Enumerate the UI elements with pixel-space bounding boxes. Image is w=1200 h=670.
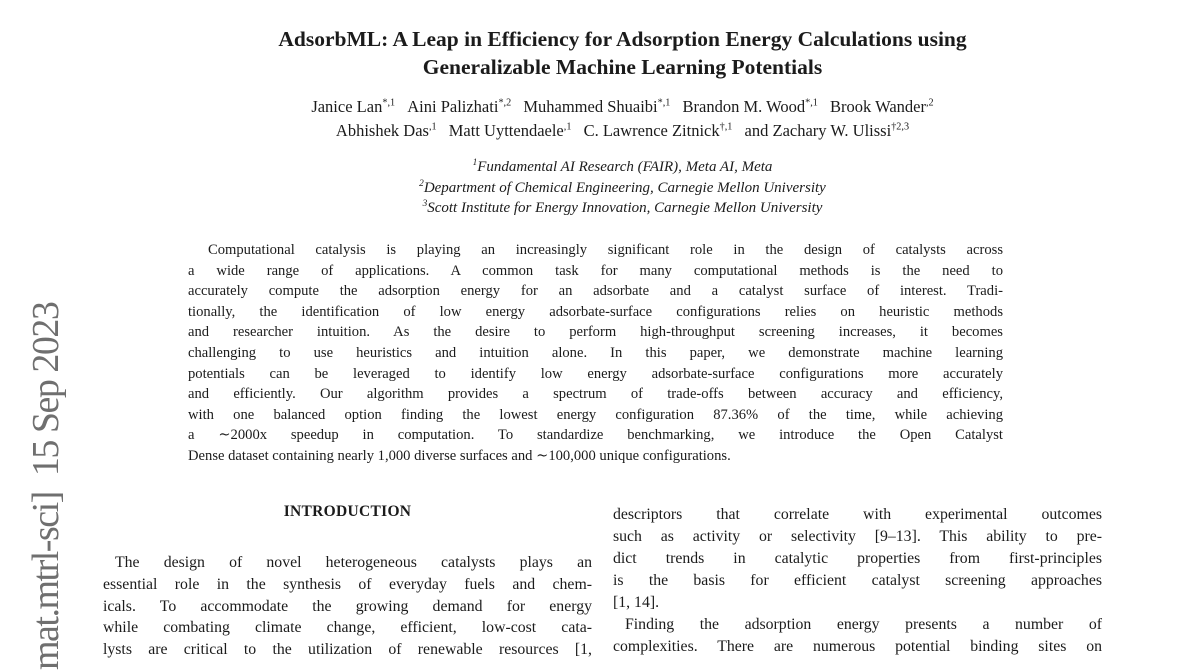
author-name: Abhishek Das [335,121,429,140]
author-name: and Zachary W. Ulissi [744,121,892,140]
author-list [123,95,1122,143]
text-line: and efficiently. Our algorithm provides a spectrum of trade-offs between accuracy and efficiency, [188,386,1003,403]
affiliation-line [123,198,1122,219]
author-name: Janice Lan [311,97,383,116]
text-line: Computational catalysis is playing an increasingly significant role in the design of catalysts across [208,242,1003,258]
right-column-paragraph-2 [613,614,1102,658]
affiliation-text: Scott Institute for Energy Innovation, Carnegie Mellon University [427,200,823,216]
left-column [103,503,592,661]
author-name: C. Lawrence Zitnick [583,121,720,140]
author-name: Brandon M. Wood [682,97,806,116]
text-line: with one balanced option finding the lowest energy configuration 87.36% of the time, while achieving [188,406,1003,423]
text-line: tionally, the identification of low energy adsorbate-surface configurations relies on heuristic methods [188,303,1003,320]
section-heading-introduction: INTRODUCTION [283,503,412,520]
text-line: such as activity or selectivity [9–13]. This ability to pre- [613,528,1102,545]
author-affiliation-mark: ,1 [428,121,437,133]
author-name: Matt Uyttendaele [448,121,564,140]
text-line: icals. To accommodate the growing demand for energy [103,597,592,615]
author [745,121,910,140]
author [523,97,670,116]
right-column-paragraph-1 [613,504,1102,614]
author-name: Muhammed Shuaibi [523,97,658,116]
text-line: challenging to use heuristics and intuition alone. In this paper, we demonstrate machine learning [188,344,1003,361]
text-line: is the basis for efficient catalyst screening approaches [613,572,1102,589]
author [584,121,733,140]
text-line: accurately compute the adsorption energy for an adsorbate and a catalyst surface of interest. Tradi- [188,283,1003,300]
author-affiliation-mark: †2,3 [891,121,910,133]
text-line: [1, 14]. [613,594,660,611]
author-affiliation-mark: *,1 [382,97,396,109]
author [407,97,511,116]
intro-paragraph [103,552,592,661]
affiliation-text: Fundamental AI Research (FAIR), Meta AI, Meta [477,159,773,175]
abstract [188,240,1003,467]
text-line: a wide range of applications. A common task for many computational methods is the need to [188,262,1003,279]
affiliation-line [123,157,1122,178]
affiliation-number: 2 [419,178,424,189]
paper-title [123,25,1122,81]
text-line: lysts are critical to the utilization of renewable resources [1, [103,641,592,659]
author-affiliation-mark: †,1 [719,121,733,133]
author-name: Brook Wander [830,97,926,116]
author [336,121,437,140]
authors-line-1 [123,95,1122,119]
author-affiliation-mark: ,2 [926,97,934,109]
text-line: essential role in the synthesis of everyday fuels and chem- [103,575,592,593]
text-line: complexities. There are numerous potential binding sites on [613,638,1102,655]
authors-line-2 [123,119,1122,143]
text-line: The design of novel heterogeneous catalysts plays an [115,554,592,571]
author-affiliation-mark: *,1 [657,97,671,109]
author-affiliation-mark: *,2 [498,97,512,109]
text-line: Finding the adsorption energy presents a number of [625,616,1102,633]
author [830,97,934,116]
text-line: and researcher intuition. As the desire to perform high-throughput screening increases, it becomes [188,324,1003,341]
author [449,121,572,140]
text-line: Dense dataset containing nearly 1,000 diverse surfaces and ∼100,000 unique configurations. [188,447,731,464]
text-line: potentials can be leveraged to identify low energy adsorbate-surface configurations more accurately [188,365,1003,382]
text-line: dict trends in catalytic properties from first-principles [613,550,1102,567]
affiliation-number: 1 [472,158,478,168]
title-line-2: Generalizable Machine Learning Potentials [422,55,823,79]
author-name: Aini Palizhati [407,97,499,116]
affiliation-text: Department of Chemical Engineering, Carnegie Mellon University [423,179,826,196]
arxiv-stamp: mat.mtrl-sci] 15 Sep 2023 [25,302,67,670]
author [311,97,395,116]
author-affiliation-mark: ,1 [563,121,572,133]
text-line: while combating climate change, efficient, low-cost cata- [103,619,592,637]
right-column [613,504,1102,658]
title-line-1: AdsorbML: A Leap in Efficiency for Adsorption Energy Calculations using [278,27,967,51]
text-line: descriptors that correlate with experimental outcomes [613,506,1102,523]
affiliation-line [123,178,1122,199]
affiliation-number: 3 [422,199,428,209]
affiliations [123,157,1122,219]
author-affiliation-mark: *,1 [805,97,818,109]
author [683,97,818,116]
text-line: a ∼2000x speedup in computation. To standardize benchmarking, we introduce the Open Catalyst [188,427,1003,444]
